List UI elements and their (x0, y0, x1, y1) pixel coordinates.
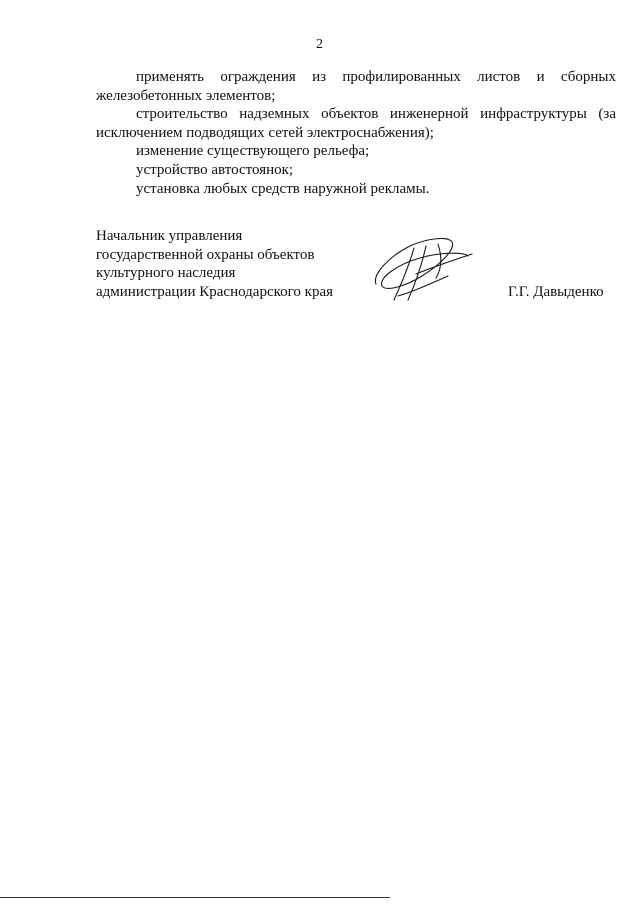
restrictions-list (96, 68, 616, 198)
signatory-position-line: Начальник управления (96, 228, 243, 244)
list-item: строительство надземных объектов инженерной инфраструктуры (за исключением подводящих сетей электроснабжения); (96, 106, 616, 141)
page-number: 2 (316, 37, 323, 52)
signatory-name: Г.Г. Давыденко (508, 283, 604, 300)
handwritten-signature-icon (368, 234, 480, 306)
list-item: изменение существующего рельефа; (136, 143, 370, 160)
list-item: установка любых средств наружной рекламы. (136, 180, 430, 197)
signatory-position-line: культурного наследия (96, 265, 236, 282)
list-item: устройство автостоянок; (136, 161, 294, 178)
signatory-position (96, 227, 356, 301)
footer-divider (0, 897, 390, 898)
signatory-position-line: государственной охраны объектов (96, 246, 315, 263)
signature-block (96, 227, 616, 317)
list-item: применять ограждения из профилированных листов и сборных железобетонных элементов; (96, 69, 616, 104)
signatory-position-line: администрации Краснодарского края (96, 283, 334, 300)
